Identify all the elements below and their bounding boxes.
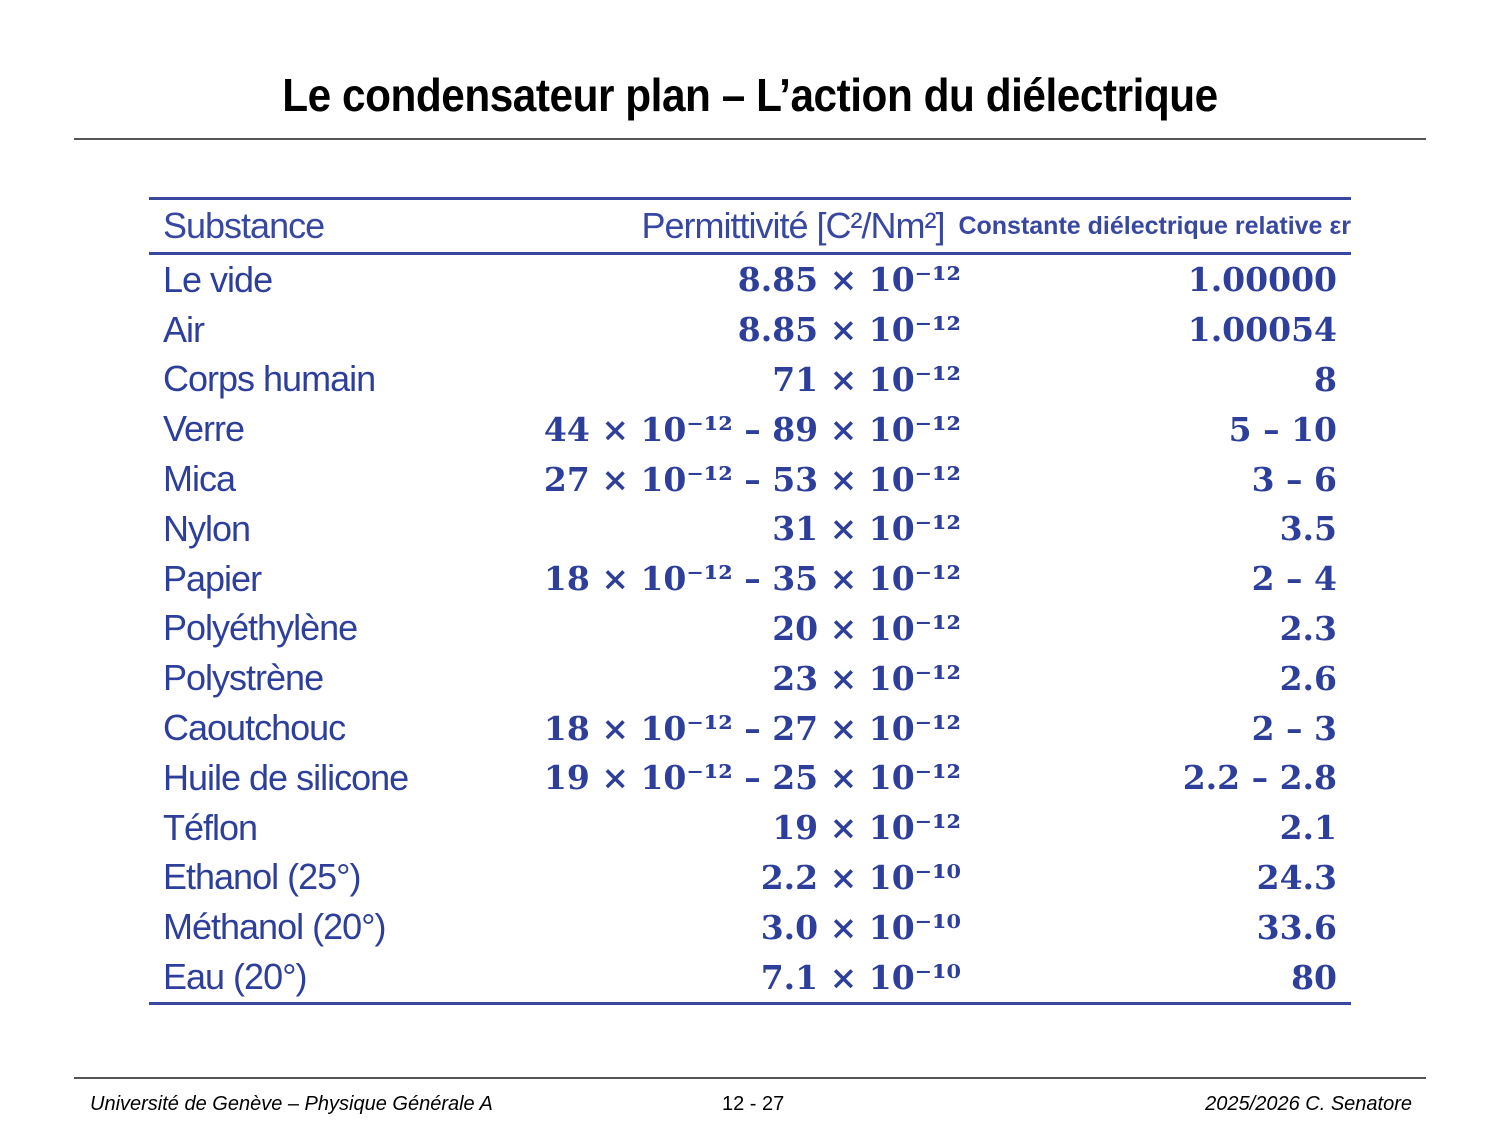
footer-page-number: 12 - 27 <box>722 1093 785 1115</box>
cell-substance: Verre <box>163 408 245 450</box>
cell-er: 1.00000 <box>1187 260 1337 300</box>
cell-substance: Nylon <box>163 507 251 549</box>
cell-er: 33.6 <box>1256 907 1337 947</box>
cell-substance: Le vide <box>163 258 273 300</box>
cell-substance: Caoutchouc <box>163 707 346 749</box>
header-relative-constant: Constante diélectrique relative εr <box>958 211 1351 240</box>
cell-permittivity: 7.1 × 10⁻¹⁰ <box>760 957 961 997</box>
cell-er: 2.6 <box>1279 658 1337 698</box>
cell-substance: Polystrène <box>163 657 324 699</box>
cell-er: 2.3 <box>1279 608 1337 648</box>
table-bottom-rule <box>149 1002 1351 1005</box>
cell-permittivity: 8.85 × 10⁻¹² <box>737 260 961 300</box>
cell-er: 5 – 10 <box>1228 409 1337 449</box>
table-row <box>149 604 1351 654</box>
table-body <box>149 255 1351 1002</box>
cell-er: 1.00054 <box>1187 310 1337 350</box>
table-row <box>149 853 1351 903</box>
table-header <box>149 200 1351 252</box>
cell-er: 2 – 3 <box>1251 708 1337 748</box>
table-row <box>149 504 1351 554</box>
cell-er: 24.3 <box>1256 857 1337 897</box>
cell-substance: Eau (20°) <box>163 956 307 998</box>
footer-year-author: 2025/2026 C. Senatore <box>1205 1093 1412 1115</box>
cell-permittivity: 31 × 10⁻¹² <box>772 509 961 549</box>
cell-permittivity: 2.2 × 10⁻¹⁰ <box>760 857 961 897</box>
cell-substance: Air <box>163 308 204 350</box>
table-row <box>149 404 1351 454</box>
table-row <box>149 305 1351 355</box>
slide-title: Le condensateur plan – L’action du diélectrique <box>282 69 1218 121</box>
footer-institution: Université de Genève – Physique Générale A <box>90 1093 493 1115</box>
cell-permittivity: 44 × 10⁻¹² – 89 × 10⁻¹² <box>543 409 961 449</box>
cell-permittivity: 19 × 10⁻¹² – 25 × 10⁻¹² <box>543 758 961 798</box>
table-row <box>149 653 1351 703</box>
cell-permittivity: 8.85 × 10⁻¹² <box>737 310 961 350</box>
table-row <box>149 454 1351 504</box>
cell-er: 2.1 <box>1279 808 1337 848</box>
header-permittivity: Permittivité [C²/Nm²] <box>641 205 945 246</box>
cell-permittivity: 19 × 10⁻¹² <box>772 808 961 848</box>
cell-er: 3 – 6 <box>1251 459 1337 499</box>
cell-er: 3.5 <box>1279 509 1337 549</box>
cell-permittivity: 3.0 × 10⁻¹⁰ <box>760 907 961 947</box>
dielectric-table <box>149 197 1351 1005</box>
table-row <box>149 703 1351 753</box>
table-row <box>149 902 1351 952</box>
cell-substance: Méthanol (20°) <box>163 906 386 948</box>
cell-er: 8 <box>1314 359 1337 399</box>
table-row <box>149 355 1351 405</box>
title-divider <box>74 138 1426 140</box>
cell-permittivity: 18 × 10⁻¹² – 35 × 10⁻¹² <box>543 559 961 599</box>
cell-er: 2 – 4 <box>1251 559 1337 599</box>
cell-er: 2.2 – 2.8 <box>1182 758 1337 798</box>
cell-substance: Polyéthylène <box>163 607 358 649</box>
header-substance: Substance <box>163 205 325 246</box>
table-row <box>149 803 1351 853</box>
cell-permittivity: 18 × 10⁻¹² – 27 × 10⁻¹² <box>543 708 961 748</box>
cell-substance: Huile de silicone <box>163 756 409 798</box>
cell-permittivity: 23 × 10⁻¹² <box>772 658 961 698</box>
cell-permittivity: 71 × 10⁻¹² <box>772 359 961 399</box>
table-row <box>149 952 1351 1002</box>
table-row <box>149 554 1351 604</box>
cell-substance: Papier <box>163 557 262 599</box>
cell-substance: Corps humain <box>163 358 376 400</box>
cell-substance: Téflon <box>163 806 258 848</box>
table-row <box>149 255 1351 305</box>
cell-permittivity: 20 × 10⁻¹² <box>772 608 961 648</box>
cell-permittivity: 27 × 10⁻¹² – 53 × 10⁻¹² <box>543 459 961 499</box>
table-row <box>149 753 1351 803</box>
cell-er: 80 <box>1291 957 1337 997</box>
footer-divider <box>74 1077 1426 1079</box>
cell-substance: Ethanol (25°) <box>163 856 361 898</box>
cell-substance: Mica <box>163 458 236 500</box>
